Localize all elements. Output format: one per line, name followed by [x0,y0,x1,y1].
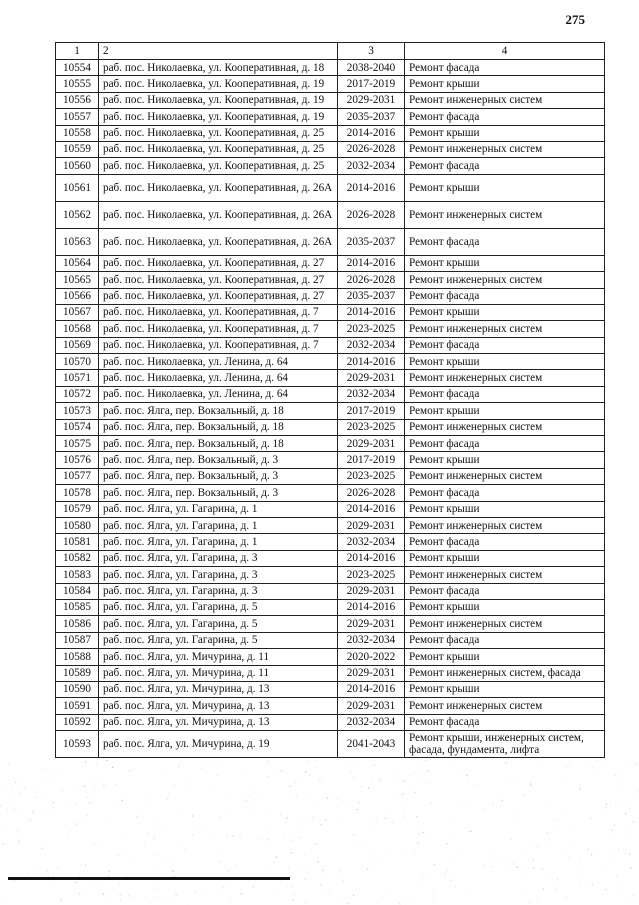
period-cell: 2026-2028 [338,272,405,288]
table-row [56,92,605,108]
row-number-cell: 10561 [56,174,99,201]
address-cell: раб. пос. Николаевка, ул. Кооперативная, д. 26А [99,201,338,228]
address-cell: раб. пос. Ялга, ул. Мичурина, д. 11 [99,665,338,681]
table-row [56,304,605,320]
row-number-cell: 10591 [56,698,99,714]
period-cell: 2023-2025 [338,321,405,337]
header-col-4: 4 [405,43,605,60]
table-row [56,550,605,566]
address-cell: раб. пос. Николаевка, ул. Ленина, д. 64 [99,386,338,402]
table-row [56,370,605,386]
period-cell: 2014-2016 [338,550,405,566]
period-cell: 2032-2034 [338,386,405,402]
work-type-cell: Ремонт инженерных систем [405,92,605,108]
row-number-cell: 10589 [56,665,99,681]
period-cell: 2032-2034 [338,158,405,174]
address-cell: раб. пос. Николаевка, ул. Кооперативная, д. 7 [99,337,338,353]
period-cell: 2023-2025 [338,567,405,583]
address-cell: раб. пос. Николаевка, ул. Кооперативная, д. 27 [99,272,338,288]
table-row [56,436,605,452]
address-cell: раб. пос. Николаевка, ул. Кооперативная, д. 7 [99,304,338,320]
work-type-cell: Ремонт фасада [405,228,605,255]
table-row [56,517,605,533]
row-number-cell: 10576 [56,452,99,468]
row-number-cell: 10593 [56,731,99,758]
table-row [56,665,605,681]
address-cell: раб. пос. Николаевка, ул. Кооперативная, д. 25 [99,158,338,174]
work-type-cell: Ремонт крыши [405,550,605,566]
table-row [56,386,605,402]
address-cell: раб. пос. Николаевка, ул. Ленина, д. 64 [99,354,338,370]
table-row [56,616,605,632]
period-cell: 2017-2019 [338,76,405,92]
row-number-cell: 10569 [56,337,99,353]
work-type-cell: Ремонт фасада [405,714,605,730]
work-type-cell: Ремонт фасада [405,60,605,76]
period-cell: 2029-2031 [338,698,405,714]
table-row [56,321,605,337]
address-cell: раб. пос. Ялга, пер. Вокзальный, д. 18 [99,436,338,452]
period-cell: 2041-2043 [338,731,405,758]
address-cell: раб. пос. Ялга, пер. Вокзальный, д. 3 [99,452,338,468]
table-row [56,468,605,484]
address-cell: раб. пос. Николаевка, ул. Кооперативная, д. 26А [99,174,338,201]
row-number-cell: 10583 [56,567,99,583]
work-type-cell: Ремонт инженерных систем [405,141,605,157]
address-cell: раб. пос. Ялга, пер. Вокзальный, д. 18 [99,419,338,435]
address-cell: раб. пос. Ялга, ул. Гагарина, д. 3 [99,567,338,583]
table-row [56,60,605,76]
work-type-cell: Ремонт инженерных систем [405,468,605,484]
address-cell: раб. пос. Ялга, ул. Мичурина, д. 19 [99,731,338,758]
work-type-cell: Ремонт фасада [405,485,605,501]
row-number-cell: 10578 [56,485,99,501]
address-cell: раб. пос. Николаевка, ул. Кооперативная, д. 19 [99,76,338,92]
table-row [56,272,605,288]
period-cell: 2029-2031 [338,370,405,386]
work-type-cell: Ремонт крыши [405,452,605,468]
address-cell: раб. пос. Николаевка, ул. Кооперативная, д. 19 [99,109,338,125]
row-number-cell: 10571 [56,370,99,386]
period-cell: 2026-2028 [338,201,405,228]
work-type-cell: Ремонт крыши, инженерных систем, фасада, фундамента, лифта [405,731,605,758]
address-cell: раб. пос. Николаевка, ул. Кооперативная, д. 25 [99,125,338,141]
period-cell: 2035-2037 [338,228,405,255]
address-cell: раб. пос. Ялга, ул. Мичурина, д. 13 [99,681,338,697]
row-number-cell: 10570 [56,354,99,370]
table-row [56,452,605,468]
table-row [56,714,605,730]
period-cell: 2029-2031 [338,616,405,632]
period-cell: 2017-2019 [338,452,405,468]
table-row [56,354,605,370]
row-number-cell: 10585 [56,599,99,615]
row-number-cell: 10588 [56,649,99,665]
table-row [56,599,605,615]
address-cell: раб. пос. Николаевка, ул. Ленина, д. 64 [99,370,338,386]
table-row [56,76,605,92]
work-type-cell: Ремонт фасада [405,288,605,304]
work-type-cell: Ремонт крыши [405,125,605,141]
period-cell: 2026-2028 [338,485,405,501]
table-row [56,501,605,517]
table-row [56,174,605,201]
period-cell: 2029-2031 [338,583,405,599]
address-cell: раб. пос. Ялга, ул. Гагарина, д. 1 [99,534,338,550]
address-cell: раб. пос. Ялга, ул. Мичурина, д. 11 [99,649,338,665]
header-col-3: 3 [338,43,405,60]
period-cell: 2029-2031 [338,665,405,681]
table-row [56,698,605,714]
capital-repair-table [55,42,605,758]
row-number-cell: 10568 [56,321,99,337]
row-number-cell: 10572 [56,386,99,402]
period-cell: 2029-2031 [338,517,405,533]
period-cell: 2014-2016 [338,501,405,517]
period-cell: 2014-2016 [338,174,405,201]
row-number-cell: 10573 [56,403,99,419]
scan-noise [0,760,639,905]
period-cell: 2023-2025 [338,468,405,484]
row-number-cell: 10575 [56,436,99,452]
row-number-cell: 10582 [56,550,99,566]
work-type-cell: Ремонт крыши [405,403,605,419]
period-cell: 2014-2016 [338,354,405,370]
period-cell: 2014-2016 [338,125,405,141]
row-number-cell: 10563 [56,228,99,255]
row-number-cell: 10584 [56,583,99,599]
table-row [56,731,605,758]
table-row [56,403,605,419]
table-body [56,60,605,758]
period-cell: 2014-2016 [338,681,405,697]
address-cell: раб. пос. Ялга, пер. Вокзальный, д. 3 [99,468,338,484]
period-cell: 2020-2022 [338,649,405,665]
table-row [56,649,605,665]
table-row [56,632,605,648]
footer-rule [8,877,290,880]
period-cell: 2014-2016 [338,255,405,271]
table-row [56,228,605,255]
work-type-cell: Ремонт фасада [405,632,605,648]
row-number-cell: 10579 [56,501,99,517]
header-col-2: 2 [99,43,338,60]
table-row [56,255,605,271]
row-number-cell: 10577 [56,468,99,484]
work-type-cell: Ремонт инженерных систем [405,201,605,228]
row-number-cell: 10554 [56,60,99,76]
address-cell: раб. пос. Николаевка, ул. Кооперативная, д. 25 [99,141,338,157]
row-number-cell: 10557 [56,109,99,125]
row-number-cell: 10586 [56,616,99,632]
table-row [56,419,605,435]
row-number-cell: 10587 [56,632,99,648]
work-type-cell: Ремонт инженерных систем [405,370,605,386]
address-cell: раб. пос. Николаевка, ул. Кооперативная, д. 26А [99,228,338,255]
row-number-cell: 10565 [56,272,99,288]
address-cell: раб. пос. Ялга, ул. Гагарина, д. 5 [99,599,338,615]
work-type-cell: Ремонт инженерных систем [405,616,605,632]
address-cell: раб. пос. Николаевка, ул. Кооперативная, д. 27 [99,255,338,271]
work-type-cell: Ремонт инженерных систем [405,698,605,714]
work-type-cell: Ремонт фасада [405,337,605,353]
table-row [56,337,605,353]
period-cell: 2035-2037 [338,109,405,125]
work-type-cell: Ремонт инженерных систем [405,272,605,288]
row-number-cell: 10555 [56,76,99,92]
row-number-cell: 10592 [56,714,99,730]
table-row [56,583,605,599]
table-row [56,288,605,304]
row-number-cell: 10581 [56,534,99,550]
address-cell: раб. пос. Ялга, ул. Мичурина, д. 13 [99,698,338,714]
period-cell: 2032-2034 [338,534,405,550]
table-row [56,681,605,697]
address-cell: раб. пос. Ялга, ул. Гагарина, д. 3 [99,583,338,599]
row-number-cell: 10580 [56,517,99,533]
work-type-cell: Ремонт крыши [405,501,605,517]
address-cell: раб. пос. Ялга, пер. Вокзальный, д. 18 [99,403,338,419]
work-type-cell: Ремонт фасада [405,436,605,452]
address-cell: раб. пос. Ялга, ул. Гагарина, д. 1 [99,517,338,533]
table-row [56,534,605,550]
period-cell: 2032-2034 [338,337,405,353]
row-number-cell: 10558 [56,125,99,141]
address-cell: раб. пос. Ялга, пер. Вокзальный, д. 3 [99,485,338,501]
table-row [56,201,605,228]
period-cell: 2026-2028 [338,141,405,157]
row-number-cell: 10566 [56,288,99,304]
work-type-cell: Ремонт крыши [405,76,605,92]
row-number-cell: 10574 [56,419,99,435]
period-cell: 2032-2034 [338,714,405,730]
work-type-cell: Ремонт инженерных систем [405,321,605,337]
table-row [56,567,605,583]
address-cell: раб. пос. Николаевка, ул. Кооперативная, д. 18 [99,60,338,76]
work-type-cell: Ремонт крыши [405,255,605,271]
table-row [56,141,605,157]
work-type-cell: Ремонт инженерных систем [405,517,605,533]
table-row [56,125,605,141]
work-type-cell: Ремонт фасада [405,109,605,125]
period-cell: 2029-2031 [338,436,405,452]
row-number-cell: 10562 [56,201,99,228]
address-cell: раб. пос. Николаевка, ул. Кооперативная, д. 19 [99,92,338,108]
work-type-cell: Ремонт крыши [405,354,605,370]
address-cell: раб. пос. Ялга, ул. Гагарина, д. 3 [99,550,338,566]
row-number-cell: 10590 [56,681,99,697]
work-type-cell: Ремонт крыши [405,174,605,201]
table-row [56,109,605,125]
address-cell: раб. пос. Николаевка, ул. Кооперативная, д. 7 [99,321,338,337]
period-cell: 2014-2016 [338,599,405,615]
address-cell: раб. пос. Ялга, ул. Гагарина, д. 5 [99,632,338,648]
work-type-cell: Ремонт крыши [405,304,605,320]
work-type-cell: Ремонт фасада [405,158,605,174]
row-number-cell: 10567 [56,304,99,320]
period-cell: 2023-2025 [338,419,405,435]
work-type-cell: Ремонт фасада [405,386,605,402]
address-cell: раб. пос. Ялга, ул. Гагарина, д. 1 [99,501,338,517]
period-cell: 2035-2037 [338,288,405,304]
work-type-cell: Ремонт фасада [405,534,605,550]
period-cell: 2017-2019 [338,403,405,419]
table-row [56,158,605,174]
work-type-cell: Ремонт инженерных систем [405,567,605,583]
period-cell: 2014-2016 [338,304,405,320]
work-type-cell: Ремонт инженерных систем, фасада [405,665,605,681]
address-cell: раб. пос. Ялга, ул. Мичурина, д. 13 [99,714,338,730]
page-number: 275 [565,12,585,27]
table-header-row [56,43,605,60]
period-cell: 2038-2040 [338,60,405,76]
row-number-cell: 10559 [56,141,99,157]
header-col-1: 1 [56,43,99,60]
address-cell: раб. пос. Ялга, ул. Гагарина, д. 5 [99,616,338,632]
work-type-cell: Ремонт крыши [405,599,605,615]
table-row [56,485,605,501]
row-number-cell: 10556 [56,92,99,108]
work-type-cell: Ремонт инженерных систем [405,419,605,435]
work-type-cell: Ремонт крыши [405,649,605,665]
work-type-cell: Ремонт крыши [405,681,605,697]
address-cell: раб. пос. Николаевка, ул. Кооперативная, д. 27 [99,288,338,304]
row-number-cell: 10560 [56,158,99,174]
work-type-cell: Ремонт фасада [405,583,605,599]
row-number-cell: 10564 [56,255,99,271]
period-cell: 2032-2034 [338,632,405,648]
period-cell: 2029-2031 [338,92,405,108]
